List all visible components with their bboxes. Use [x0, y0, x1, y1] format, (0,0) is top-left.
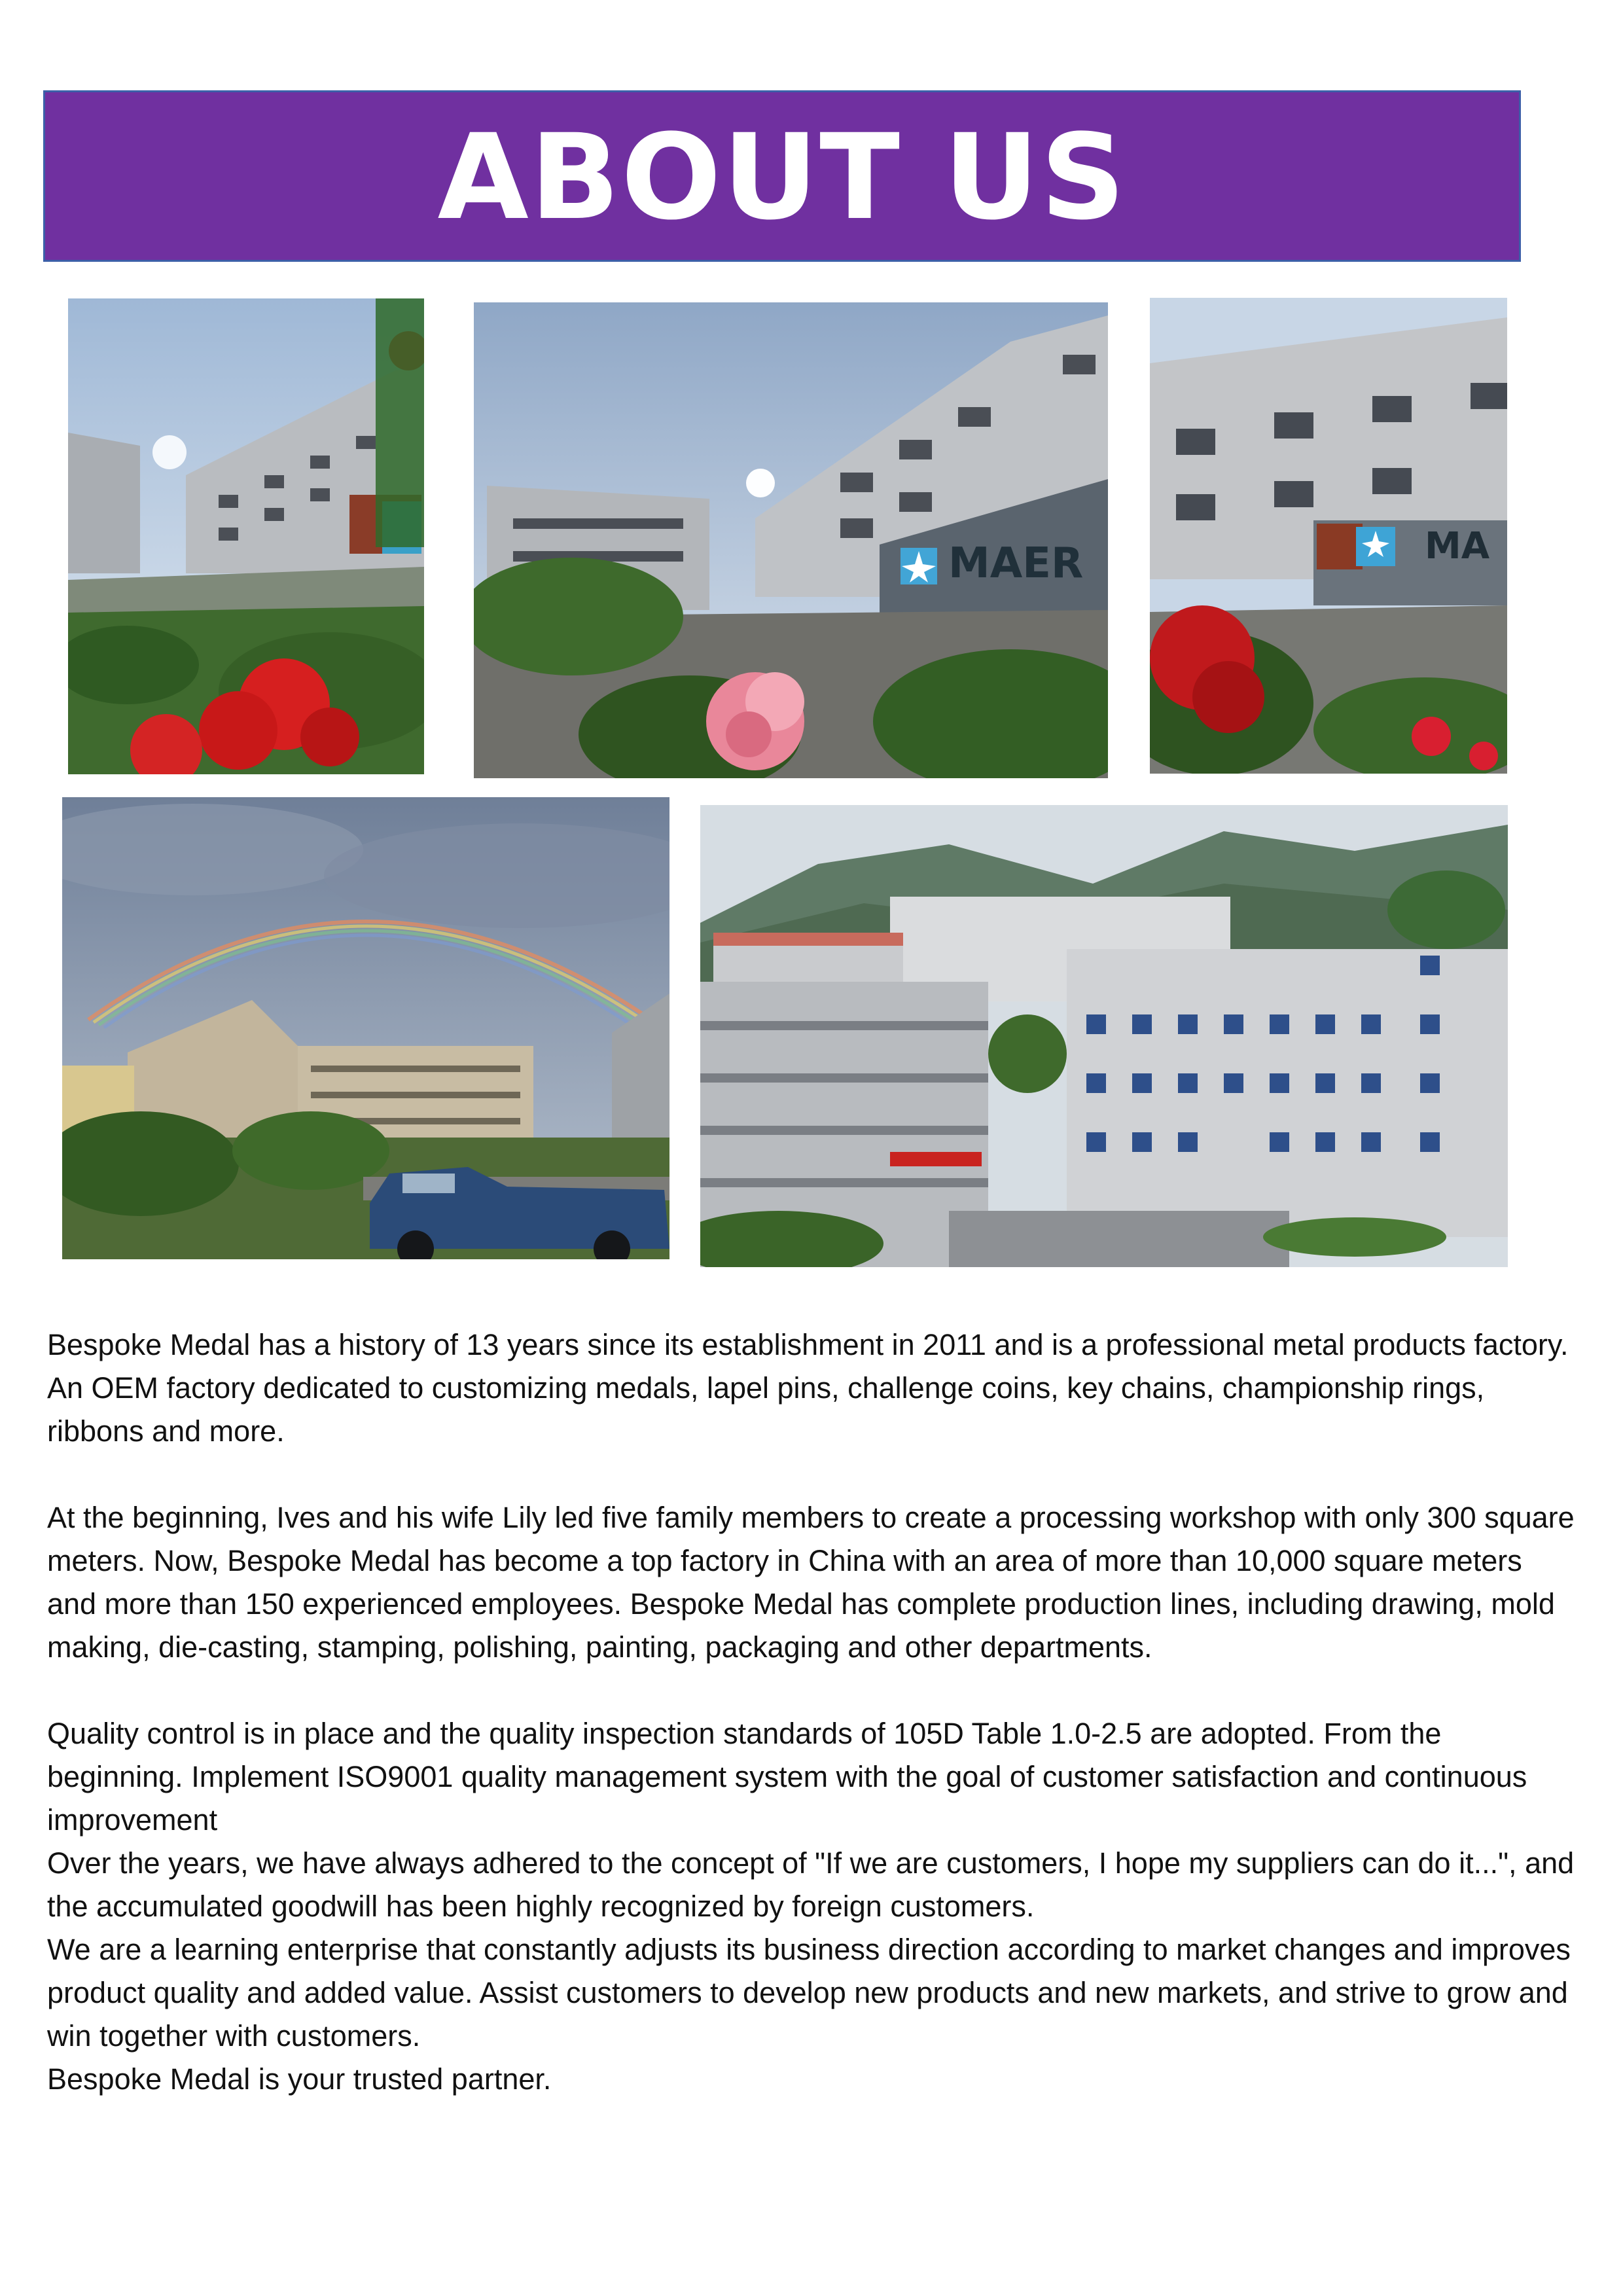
- factory-container-photo-3: [1150, 298, 1507, 774]
- factory-container-photo-2: [474, 302, 1108, 778]
- factory-rainbow-photo-4: [62, 797, 669, 1259]
- paragraph-history: Bespoke Medal has a history of 13 years since its establishment in 2011 and is a professional metal products factory. An OEM factory dedicated to customizing medals, lapel pins, challenge coins, key chains, championship rings, ribbons and more.: [47, 1328, 1569, 1448]
- about-text: [47, 1323, 1576, 2101]
- about-us-banner: [43, 90, 1521, 262]
- paragraph-concept: Over the years, we have always adhered to the concept of "If we are customers, I hope my suppliers can do it...", and the accumulated goodwill has been highly recognized by foreign customers.: [47, 1846, 1575, 1923]
- page-title: ABOUT US: [437, 109, 1127, 246]
- paragraph-partner: Bespoke Medal is your trusted partner.: [47, 2062, 552, 2096]
- paragraph-growth: At the beginning, Ives and his wife Lily led five family members to create a processing workshop with only 300 square meters. Now, Bespoke Medal has become a top factory in China with an area of more than 10,000 square meters and more than 150 experienced employees. Bespoke Medal has complete production lines, including drawing, mold making, die-casting, stamping, polishing, painting, packaging and other departments.: [47, 1501, 1575, 1664]
- container-label-3: MA: [1425, 525, 1490, 567]
- factory-aerial-photo-5: [700, 805, 1508, 1267]
- paragraph-quality: Quality control is in place and the quality inspection standards of 105D Table 1.0-2.5 are adopted. From the beginning. Implement ISO9001 quality management system with the goal of customer satisfaction and continuous improvement: [47, 1717, 1527, 1837]
- factory-roses-photo-1: [68, 298, 424, 774]
- container-label-2: MAER: [948, 539, 1084, 588]
- paragraph-learning: We are a learning enterprise that constantly adjusts its business direction according to market changes and improves product quality and added value. Assist customers to develop new products and new markets, and strive to grow and win together with customers.: [47, 1933, 1571, 2053]
